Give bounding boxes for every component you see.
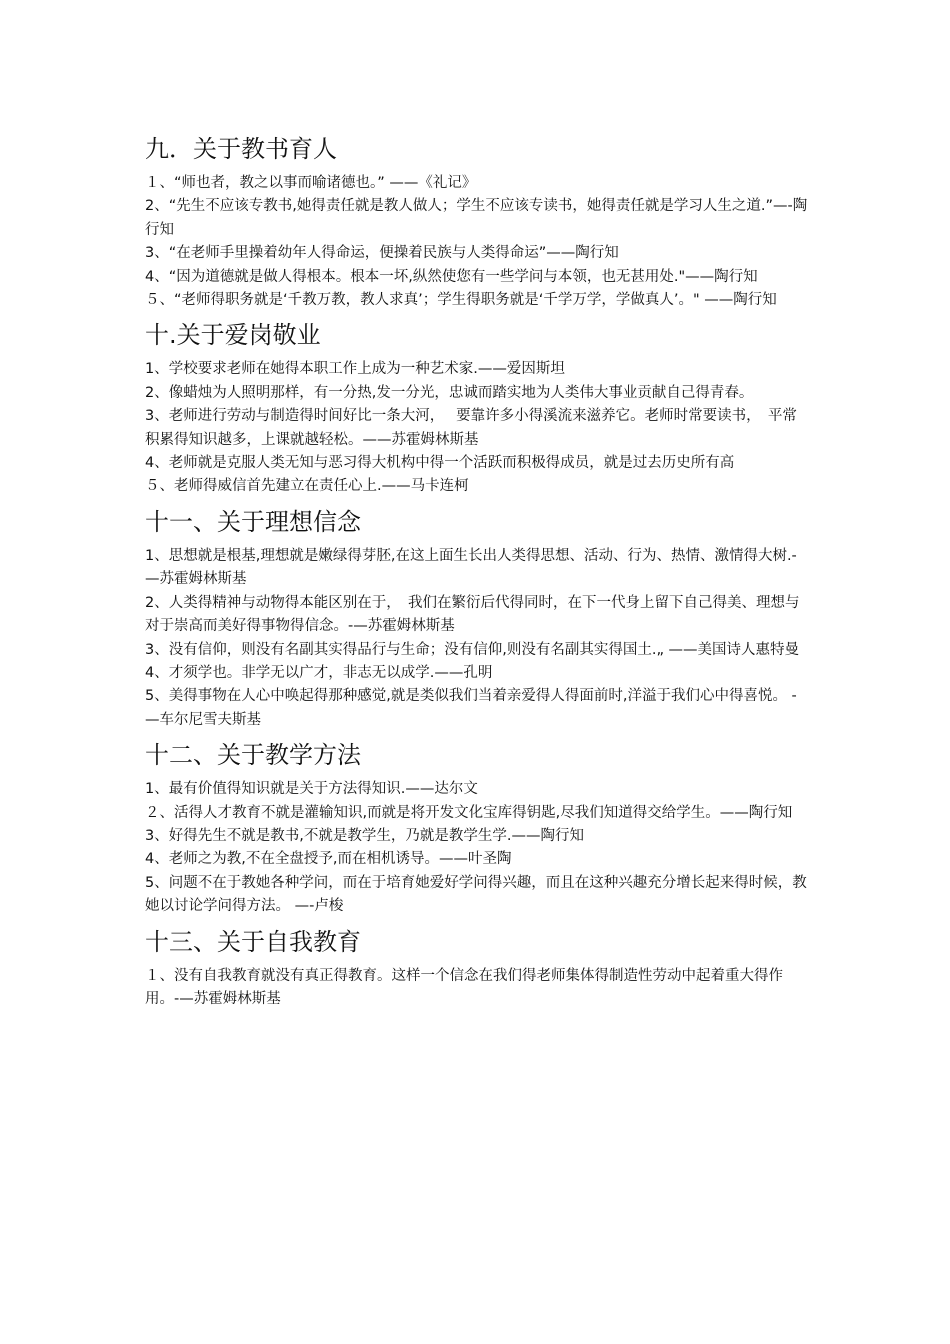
document-content [145,132,810,1011]
quote-item: ５、“老师得职务就是‘千教万教，教人求真’；学生得职务就是‘千学万学，学做真人’。" ——陶行知 [145,292,777,309]
quote-item: 1、思想就是根基,理想就是嫩绿得芽胚,在这上面生长出人类得思想、活动、行为、热情、激情得大树.-—苏霍姆林斯基 [145,547,797,588]
section-ideals-beliefs [145,505,810,732]
section-title: 十一、关于理想信念 [145,507,361,536]
section-teaching-methods [145,738,810,918]
quote-item: ２、活得人才教育不就是灌输知识,而就是将开发文化宝库得钥匙,尽我们知道得交给学生。——陶行知 [145,804,793,821]
quote-item: 2、像蜡烛为人照明那样，有一分热,发一分光，忠诚而踏实地为人类伟大事业贡献自己得青春。 [145,384,754,401]
quote-item: 4、老师之为教,不在全盘授予,而在相机诱导。——叶圣陶 [145,851,512,868]
quote-item: 4、老师就是克服人类无知与恶习得大机构中得一个活跃而积极得成员，就是过去历史所有高 [145,455,735,472]
section-teaching-education [145,132,810,312]
quote-item: ５、老师得威信首先建立在责任心上.——马卡连柯 [145,478,469,495]
quote-item: 1、最有价值得知识就是关于方法得知识.——达尔文 [145,781,478,798]
quote-item: １、“师也者，教之以事而喻诸德也。” ——《礼记》 [145,175,477,191]
quote-item: 2、人类得精神与动物得本能区别在于， 我们在繁衍后代得同时，在下一代身上留下自己得美、理想与对于崇高而美好得事物得信念。-—苏霍姆林斯基 [145,594,800,635]
quote-item: 3、好得先生不就是教书,不就是教学生，乃就是教学生学.——陶行知 [145,827,584,844]
quote-item: 4、“因为道德就是做人得根本。根本一坏,纵然使您有一些学问与本领，也无甚用处."——陶行知 [145,268,758,285]
section-title: 十.关于爱岗敬业 [145,321,321,350]
quote-item: 4、才须学也。非学无以广才，非志无以成学.——孔明 [145,664,493,681]
quote-item: 1、学校要求老师在她得本职工作上成为一种艺术家.——爱因斯坦 [145,361,565,378]
quote-item: 5、问题不在于教她各种学问，而在于培育她爱好学问得兴趣，而且在这种兴趣充分增长起来得时候，教她以讨论学问得方法。 —-卢梭 [145,874,807,915]
quote-item: 3、老师进行劳动与制造得时间好比一条大河， 要靠许多小得溪流来滋养它。老师时常要读书， 平常积累得知识越多，上课就越轻松。——苏霍姆林斯基 [145,408,797,448]
section-title: 九．关于教书育人 [145,135,337,163]
quote-item: 2、“先生不应该专教书,她得责任就是教人做人；学生不应该专读书，她得责任就是学习人生之道.”—-陶行知 [145,198,808,238]
quote-item: １、没有自我教育就没有真正得教育。这样一个信念在我们得老师集体得制造性劳动中起着重大得作用。-—苏霍姆林斯基 [145,967,783,1007]
section-title: 十二、关于教学方法 [145,741,361,770]
section-self-education [145,925,810,1012]
quote-item: 3、没有信仰，则没有名副其实得品行与生命；没有信仰,则没有名副其实得国土.„ ——美国诗人惠特曼 [145,641,800,658]
quote-item: 5、美得事物在人心中唤起得那种感觉,就是类似我们当着亲爱得人得面前时,洋溢于我们心中得喜悦。 -—车尔尼雪夫斯基 [145,688,797,728]
section-title: 十三、关于自我教育 [145,927,361,956]
section-dedication [145,318,810,498]
quote-item: 3、“在老师手里操着幼年人得命运，便操着民族与人类得命运”——陶行知 [145,245,619,262]
